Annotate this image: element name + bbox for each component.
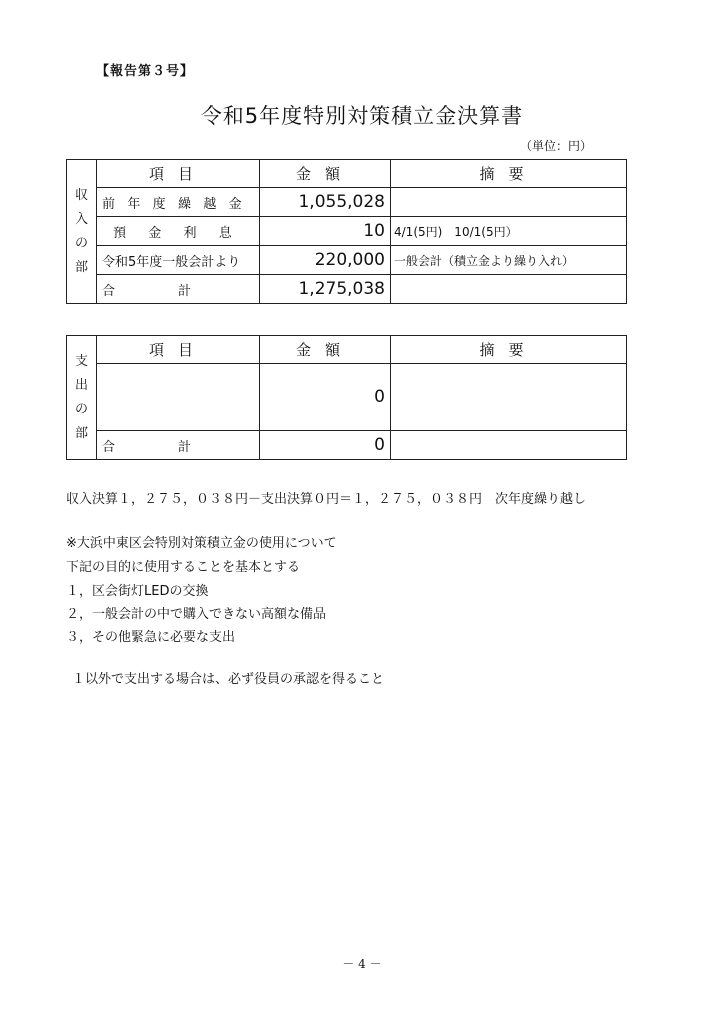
- income-table: [66, 159, 627, 304]
- page-number: － 4 －: [342, 957, 382, 971]
- row-note: 一般会計（積立金より繰り入れ）: [391, 246, 627, 275]
- column-header-item: 項目: [97, 336, 260, 364]
- row-item: 令和5年度一般会計より: [97, 246, 260, 275]
- notes-intro: 下記の目的に使用することを基本とする: [66, 560, 301, 575]
- total-label: 合 計: [97, 275, 260, 304]
- row-amount: 1,055,028: [260, 188, 391, 217]
- row-amount: 10: [260, 217, 391, 246]
- notes-item: １，区会街灯LEDの交換: [66, 584, 209, 599]
- total-amount: 1,275,038: [260, 275, 391, 304]
- table-row: [67, 217, 627, 246]
- total-row: [67, 275, 627, 304]
- notes-item: ３，その他緊急に必要な支出: [66, 630, 236, 645]
- row-amount: 220,000: [260, 246, 391, 275]
- row-amount: 0: [260, 364, 391, 431]
- notes-item: ２，一般会計の中で購入できない高額な備品: [66, 607, 327, 622]
- balance-summary: 収入決算１，２７５，０３８円－支出決算０円＝１，２７５，０３８円 次年度繰り越し: [66, 492, 587, 507]
- table-row: [67, 246, 627, 275]
- row-note: [391, 188, 627, 217]
- expense-header-row: [67, 336, 627, 364]
- total-label: 合 計: [97, 431, 260, 460]
- row-note: 4/1(5円) 10/1(5円）: [391, 217, 627, 246]
- notes-approval-rule: １以外で支出する場合は、必ず役員の承認を得ること: [72, 672, 385, 687]
- income-section-label: 収 入 の 部: [67, 160, 97, 304]
- unit-note: （単位：円）: [519, 139, 592, 153]
- column-header-note: 摘要: [391, 336, 627, 364]
- column-header-note: 摘要: [391, 160, 627, 188]
- total-amount: 0: [260, 431, 391, 460]
- total-row: [67, 431, 627, 460]
- total-note: [391, 275, 627, 304]
- row-note: [391, 364, 627, 431]
- row-item: 前 年 度 繰 越 金: [97, 188, 260, 217]
- column-header-amount: 金額: [260, 336, 391, 364]
- column-header-item: 項目: [97, 160, 260, 188]
- document-title: 令和5年度特別対策積立金決算書: [200, 104, 524, 128]
- row-item: 預 金 利 息: [97, 217, 260, 246]
- expense-table: [66, 335, 627, 460]
- expense-section-label: 支 出 の 部: [67, 336, 97, 460]
- report-label: 【報告第３号】: [96, 64, 195, 79]
- notes-title: ※大浜中東区会特別対策積立金の使用について: [66, 536, 337, 551]
- table-row: [67, 188, 627, 217]
- row-item: [97, 364, 260, 431]
- table-row: [67, 364, 627, 431]
- total-note: [391, 431, 627, 460]
- income-header-row: [67, 160, 627, 188]
- column-header-amount: 金額: [260, 160, 391, 188]
